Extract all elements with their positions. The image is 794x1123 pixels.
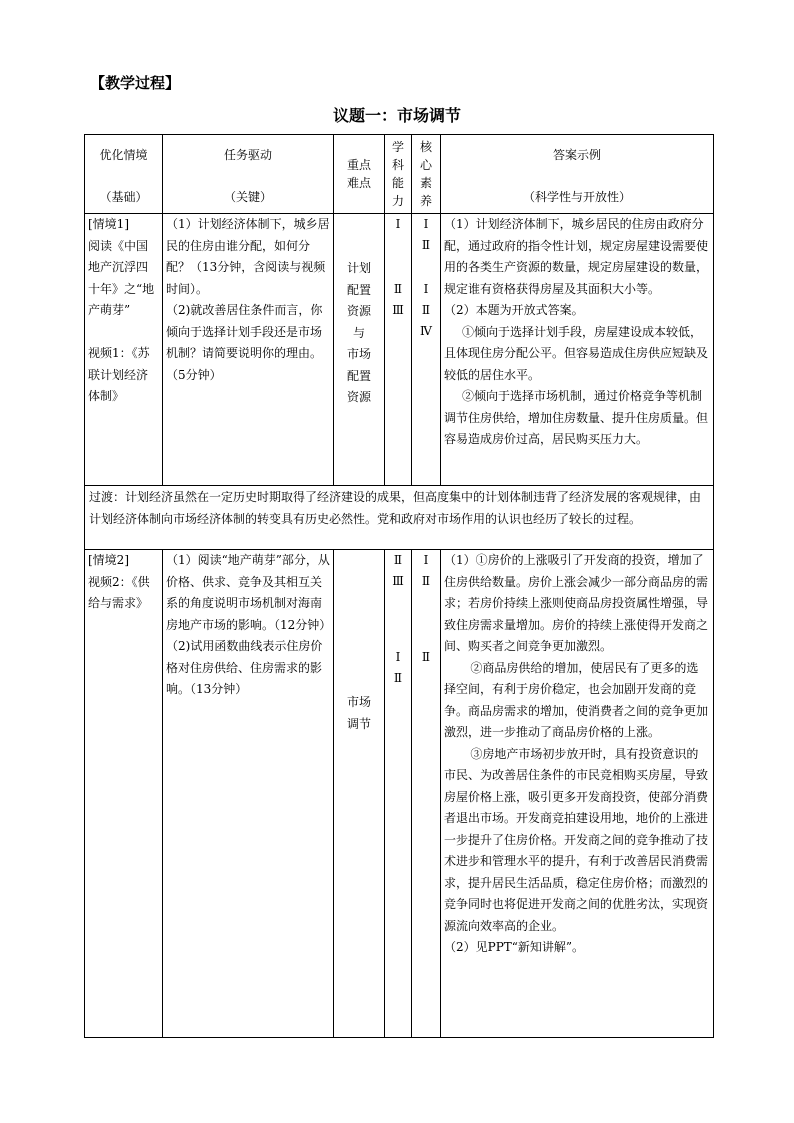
transition-text: 过渡：计划经济虽然在一定历史时期取得了经济建设的成果，但高度集中的计划体制违背了经济发展的客观规律，由计划经济体制向市场经济体制的转变具有历史必然性。党和政府对市场作用的认识也经历了较长的过程。 xyxy=(85,486,714,550)
header-situation-label: 优化情境 xyxy=(99,148,148,162)
header-task-note: （关键） xyxy=(223,189,272,204)
header-answer-label: 答案示例 xyxy=(552,148,601,162)
row2-answer-1: （1）①房价的上涨吸引了开发商的投资，增加了住房供给数量。房价上涨会减少一部分商品房的需求；若房价持续上涨则使商品房投资属性增强，导致住房需求量增加。房价的持续上涨使得开发商之间、购买者之间竞争更加激烈。 xyxy=(444,553,709,653)
row2-key-points: 市场 调节 xyxy=(334,550,385,1038)
row2-task xyxy=(163,550,334,1038)
header-key-points: 重点 难点 xyxy=(334,135,385,214)
row2-literacy-a: Ⅰ Ⅱ xyxy=(421,553,431,588)
table-row xyxy=(85,550,714,1038)
transition-row xyxy=(85,486,714,550)
main-title: 议题一：市场调节 xyxy=(332,106,461,125)
row2-ability-a: Ⅱ Ⅲ xyxy=(392,553,404,588)
row1-answer-1: （1）计划经济体制下，城乡居民的住房由政府分配，通过政府的指令性计划，规定房屋建设需要使用的各类生产资源的数量，规定房屋建设的数量，规定谁有资格获得房屋及其面积大小等。 xyxy=(444,217,709,296)
row1-answer-4: ②倾向于选择市场机制，通过价格竞争等机制调节住房供给，增加住房数量、提升住房质量。但容易造成房价过高，居民购买压力大。 xyxy=(444,389,709,446)
row1-ability-a: Ⅰ xyxy=(395,217,401,231)
header-answer-note: （科学性与开放性） xyxy=(522,189,631,204)
row2-answer xyxy=(441,550,714,1038)
row2-ability-b: Ⅰ Ⅱ xyxy=(393,650,403,685)
row1-situation: [情境1] 阅读《中国地产沉浮四十年》之“地产萌芽” 视频1：《苏联计划经济体制》 xyxy=(85,214,163,486)
row1-literacy xyxy=(412,214,441,486)
row2-answer-4: （2）见PPT“新知讲解”。 xyxy=(444,940,585,954)
row1-ability xyxy=(385,214,412,486)
row2-task-1: （1）阅读“地产萌芽”部分，从价格、供求、竞争及其相互关系的角度说明市场机制对海南房地产市场的影响。（12分钟） xyxy=(166,553,332,632)
row1-answer xyxy=(441,214,714,486)
header-answer xyxy=(441,135,714,214)
row1-answer-2: （2）本题为开放式答案。 xyxy=(444,303,584,317)
table-header-row xyxy=(85,135,714,214)
header-situation xyxy=(85,135,163,214)
row1-task xyxy=(163,214,334,486)
teaching-process-table xyxy=(84,134,714,1038)
row1-literacy-b: Ⅰ Ⅱ Ⅳ xyxy=(420,282,432,338)
header-task-label: 任务驱动 xyxy=(223,148,272,162)
row2-literacy xyxy=(412,550,441,1038)
row2-task-2: （2)试用函数曲线表示住房价格对住房供给、住房需求的影响。（13分钟） xyxy=(166,639,323,696)
header-task xyxy=(163,135,334,214)
section-title: 【教学过程】 xyxy=(90,74,181,92)
row1-answer-3: ①倾向于选择计划手段，房屋建设成本较低，且体现住房分配公平。但容易造成住房供应短缺及较低的居住水平。 xyxy=(444,324,709,382)
row1-task-1: （1）计划经济体制下，城乡居民的住房由谁分配，如何分配？（13分钟，含阅读与视频时间）。 xyxy=(166,217,330,296)
header-ability: 学 科 能 力 xyxy=(385,135,412,214)
header-literacy: 核 心 素 养 xyxy=(412,135,441,214)
row2-answer-3: ③房地产市场初步放开时，具有投资意识的市民、为改善居住条件的市民竞相购买房屋，导致房屋价格上涨，吸引更多开发商投资，使部分消费者退出市场。开发商竞拍建设用地，地价的上涨进一步提升了住房价格。开发商之间的竞争推动了技术进步和管理水平的提升，有利于改善居民消费需求，提升居民生活品质，稳定住房价格；而激烈的竞争同时也将促进开发商之间的优胜劣汰，实现资源流向效率高的企业。 xyxy=(444,746,709,933)
table-row xyxy=(85,214,714,486)
row2-literacy-b: Ⅱ xyxy=(421,650,431,664)
row1-literacy-a: Ⅰ Ⅱ xyxy=(421,217,431,252)
row1-task-2: （2)就改善居住条件而言，你倾向于选择计划手段还是市场机制？请简要说明你的理由。（5分钟） xyxy=(166,303,323,382)
row2-ability xyxy=(385,550,412,1038)
row2-situation: [情境2] 视频2：《供给与需求》 xyxy=(85,550,163,1038)
row1-ability-b: Ⅱ Ⅲ xyxy=(392,282,404,317)
header-situation-note: （基础） xyxy=(99,189,148,204)
row2-answer-2: ②商品房供给的增加，使居民有了更多的选择空间，有利于房价稳定，也会加剧开发商的竞争。商品房需求的增加，使消费者之间的竞争更加激烈，进一步推动了商品房价格的上涨。 xyxy=(444,660,709,739)
row1-key-points: 计划 配置 资源 与 市场 配置 资源 xyxy=(334,214,385,486)
